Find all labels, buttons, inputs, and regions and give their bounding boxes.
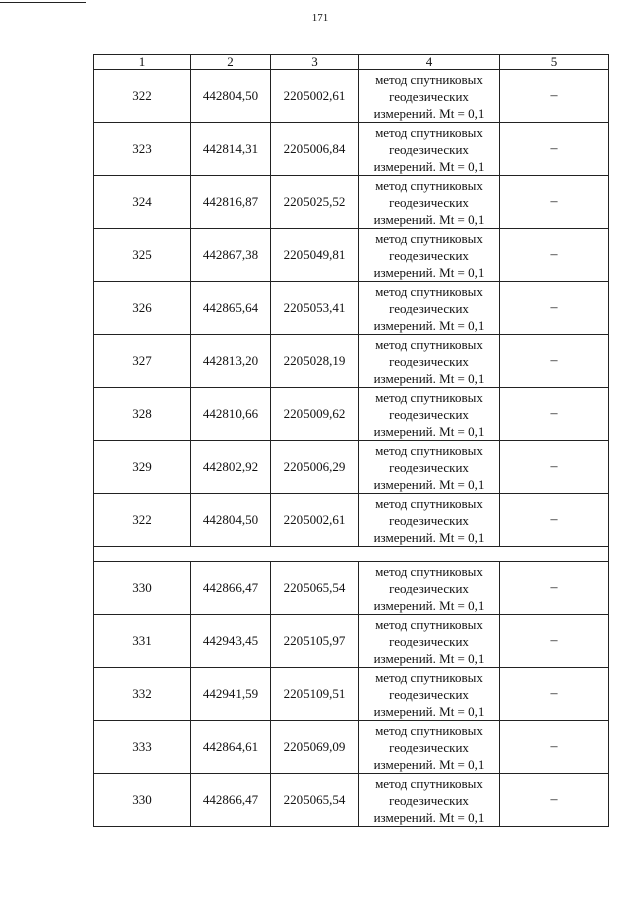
table-row	[94, 774, 609, 827]
y-coordinate-cell: 2205109,51	[271, 668, 359, 721]
table-row	[94, 494, 609, 547]
x-coordinate-cell: 442814,31	[191, 123, 271, 176]
column-header: 3	[271, 55, 359, 70]
method-line: геодезических	[389, 194, 469, 210]
y-coordinate-cell: 2205006,29	[271, 441, 359, 494]
column-5-cell: –	[500, 335, 609, 388]
method-line: метод спутниковых	[375, 336, 483, 352]
x-coordinate-cell: 442813,20	[191, 335, 271, 388]
table-row	[94, 562, 609, 615]
method-cell	[359, 70, 500, 123]
method-line: измерений. Mt = 0,1	[373, 703, 485, 719]
separator-cell	[94, 547, 609, 562]
method-cell	[359, 494, 500, 547]
method-line: измерений. Mt = 0,1	[373, 370, 485, 386]
method-cell	[359, 668, 500, 721]
method-cell	[359, 441, 500, 494]
method-line: измерений. Mt = 0,1	[373, 211, 485, 227]
y-coordinate-cell: 2205002,61	[271, 494, 359, 547]
x-coordinate-cell: 442867,38	[191, 229, 271, 282]
point-number-cell: 330	[94, 774, 191, 827]
table-row	[94, 176, 609, 229]
column-5-cell: –	[500, 229, 609, 282]
method-cell	[359, 774, 500, 827]
method-line: геодезических	[389, 792, 469, 808]
point-number-cell: 325	[94, 229, 191, 282]
x-coordinate-cell: 442864,61	[191, 721, 271, 774]
method-cell	[359, 721, 500, 774]
point-number-cell: 324	[94, 176, 191, 229]
point-number-cell: 329	[94, 441, 191, 494]
point-number-cell: 333	[94, 721, 191, 774]
x-coordinate-cell: 442804,50	[191, 494, 271, 547]
y-coordinate-cell: 2205028,19	[271, 335, 359, 388]
point-number-cell: 322	[94, 70, 191, 123]
method-line: метод спутниковых	[375, 775, 483, 791]
table-row	[94, 668, 609, 721]
column-5-cell: –	[500, 668, 609, 721]
point-number-cell: 328	[94, 388, 191, 441]
method-cell	[359, 176, 500, 229]
table-row	[94, 70, 609, 123]
y-coordinate-cell: 2205009,62	[271, 388, 359, 441]
method-line: метод спутниковых	[375, 283, 483, 299]
point-number-cell: 322	[94, 494, 191, 547]
method-line: геодезических	[389, 353, 469, 369]
column-5-cell: –	[500, 494, 609, 547]
method-line: метод спутниковых	[375, 722, 483, 738]
method-cell	[359, 229, 500, 282]
table-header-row	[94, 55, 609, 70]
column-5-cell: –	[500, 562, 609, 615]
x-coordinate-cell: 442941,59	[191, 668, 271, 721]
column-5-cell: –	[500, 282, 609, 335]
x-coordinate-cell: 442866,47	[191, 774, 271, 827]
method-line: измерений. Mt = 0,1	[373, 158, 485, 174]
y-coordinate-cell: 2205025,52	[271, 176, 359, 229]
y-coordinate-cell: 2205002,61	[271, 70, 359, 123]
method-line: геодезических	[389, 739, 469, 755]
method-line: метод спутниковых	[375, 124, 483, 140]
table-row	[94, 229, 609, 282]
column-header: 2	[191, 55, 271, 70]
x-coordinate-cell: 442816,87	[191, 176, 271, 229]
table-row	[94, 388, 609, 441]
x-coordinate-cell: 442810,66	[191, 388, 271, 441]
column-header: 5	[500, 55, 609, 70]
y-coordinate-cell: 2205006,84	[271, 123, 359, 176]
method-cell	[359, 123, 500, 176]
column-5-cell: –	[500, 176, 609, 229]
method-line: геодезических	[389, 300, 469, 316]
table-row	[94, 282, 609, 335]
method-line: геодезических	[389, 686, 469, 702]
column-5-cell: –	[500, 70, 609, 123]
method-line: геодезических	[389, 88, 469, 104]
table-row	[94, 123, 609, 176]
y-coordinate-cell: 2205065,54	[271, 562, 359, 615]
method-line: метод спутниковых	[375, 71, 483, 87]
method-line: измерений. Mt = 0,1	[373, 650, 485, 666]
column-5-cell: –	[500, 441, 609, 494]
table-row	[94, 721, 609, 774]
method-line: измерений. Mt = 0,1	[373, 529, 485, 545]
point-number-cell: 326	[94, 282, 191, 335]
point-number-cell: 323	[94, 123, 191, 176]
y-coordinate-cell: 2205065,54	[271, 774, 359, 827]
method-line: измерений. Mt = 0,1	[373, 317, 485, 333]
separator-row	[94, 547, 609, 562]
method-line: геодезических	[389, 633, 469, 649]
method-line: геодезических	[389, 247, 469, 263]
page-number: 171	[311, 12, 329, 24]
table-row	[94, 615, 609, 668]
column-5-cell: –	[500, 123, 609, 176]
point-number-cell: 327	[94, 335, 191, 388]
method-line: метод спутниковых	[375, 563, 483, 579]
method-line: измерений. Mt = 0,1	[373, 105, 485, 121]
method-line: метод спутниковых	[375, 442, 483, 458]
column-5-cell: –	[500, 721, 609, 774]
method-line: геодезических	[389, 141, 469, 157]
method-line: геодезических	[389, 512, 469, 528]
coordinates-table	[93, 54, 609, 827]
method-line: метод спутниковых	[375, 495, 483, 511]
column-header: 4	[359, 55, 500, 70]
point-number-cell: 332	[94, 668, 191, 721]
column-header: 1	[94, 55, 191, 70]
y-coordinate-cell: 2205105,97	[271, 615, 359, 668]
method-line: метод спутниковых	[375, 230, 483, 246]
column-5-cell: –	[500, 615, 609, 668]
column-5-cell: –	[500, 388, 609, 441]
y-coordinate-cell: 2205053,41	[271, 282, 359, 335]
y-coordinate-cell: 2205049,81	[271, 229, 359, 282]
method-line: метод спутниковых	[375, 389, 483, 405]
method-cell	[359, 388, 500, 441]
method-line: метод спутниковых	[375, 616, 483, 632]
method-line: метод спутниковых	[375, 669, 483, 685]
table-row	[94, 441, 609, 494]
method-cell	[359, 562, 500, 615]
method-cell	[359, 335, 500, 388]
method-line: измерений. Mt = 0,1	[373, 597, 485, 613]
x-coordinate-cell: 442865,64	[191, 282, 271, 335]
method-line: геодезических	[389, 580, 469, 596]
x-coordinate-cell: 442802,92	[191, 441, 271, 494]
method-line: геодезических	[389, 406, 469, 422]
column-5-cell: –	[500, 774, 609, 827]
x-coordinate-cell: 442943,45	[191, 615, 271, 668]
top-rule	[0, 2, 86, 3]
x-coordinate-cell: 442804,50	[191, 70, 271, 123]
method-cell	[359, 615, 500, 668]
method-line: измерений. Mt = 0,1	[373, 264, 485, 280]
method-line: измерений. Mt = 0,1	[373, 809, 485, 825]
point-number-cell: 331	[94, 615, 191, 668]
method-line: измерений. Mt = 0,1	[373, 756, 485, 772]
x-coordinate-cell: 442866,47	[191, 562, 271, 615]
method-line: измерений. Mt = 0,1	[373, 423, 485, 439]
method-cell	[359, 282, 500, 335]
method-line: измерений. Mt = 0,1	[373, 476, 485, 492]
method-line: геодезических	[389, 459, 469, 475]
point-number-cell: 330	[94, 562, 191, 615]
method-line: метод спутниковых	[375, 177, 483, 193]
table-row	[94, 335, 609, 388]
y-coordinate-cell: 2205069,09	[271, 721, 359, 774]
